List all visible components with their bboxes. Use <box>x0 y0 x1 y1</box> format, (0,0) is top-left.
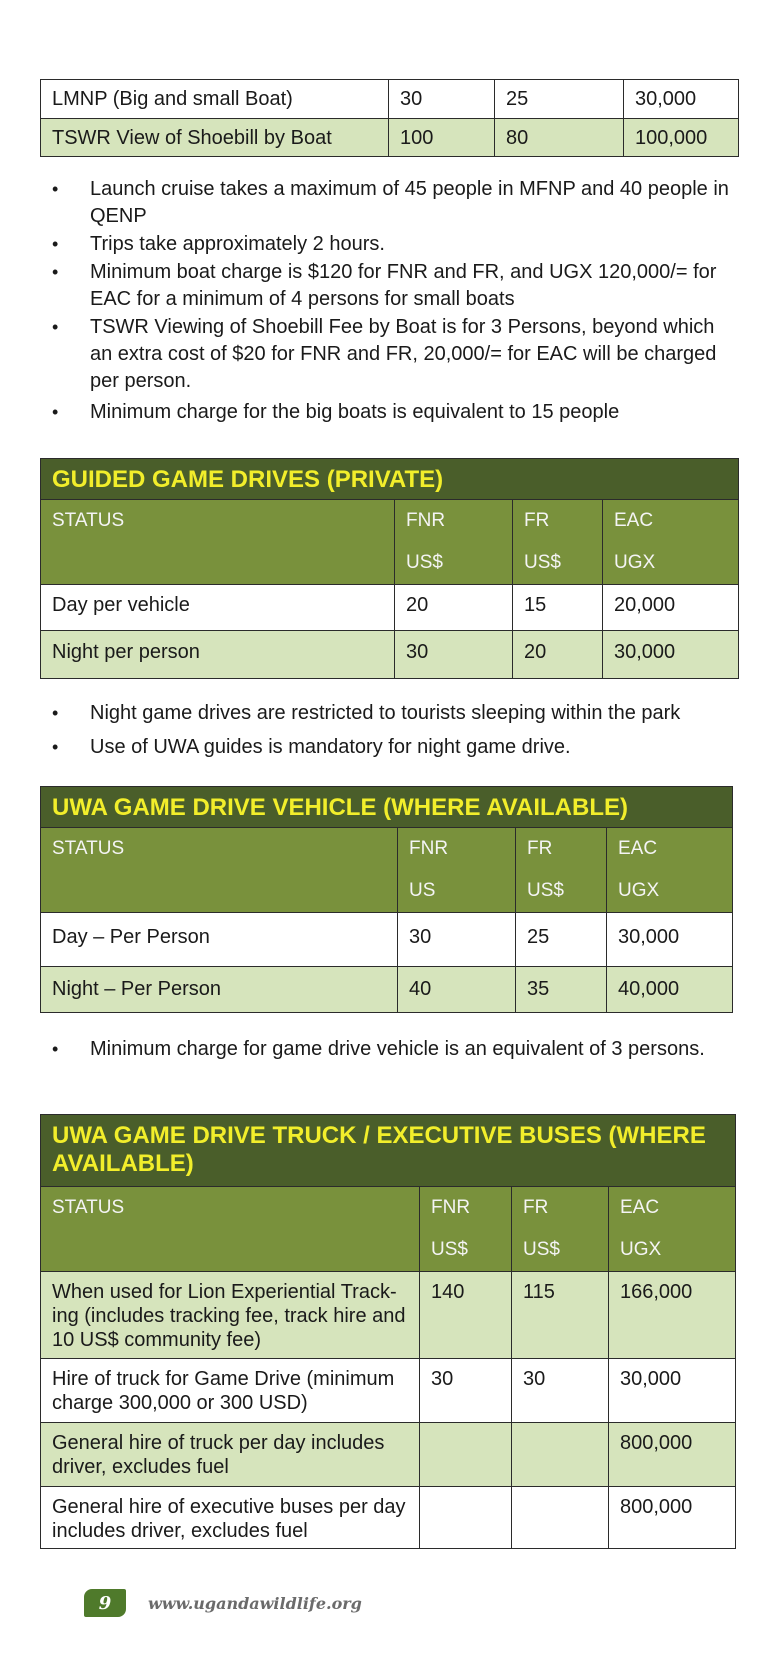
eac-value: 800,000 <box>609 1487 736 1549</box>
table-row <box>41 1423 736 1487</box>
eac-label: EAC <box>618 838 658 859</box>
eac-value: 100,000 <box>624 119 739 157</box>
table-row <box>41 967 733 1013</box>
game-drive-truck-table <box>40 1114 736 1549</box>
guided-game-drives-table <box>40 458 739 679</box>
fnr-label: FNR <box>431 1197 471 1218</box>
fr-unit: US$ <box>523 1239 560 1260</box>
row-label: Night – Per Person <box>41 967 398 1013</box>
table-row <box>41 1359 736 1423</box>
table-header-row <box>41 828 733 913</box>
fnr-header <box>395 500 513 585</box>
table-title-row <box>41 1115 736 1187</box>
fnr-value <box>420 1423 512 1487</box>
eac-label: EAC <box>614 510 654 531</box>
fnr-unit: US$ <box>431 1239 468 1260</box>
fnr-unit: US <box>409 880 436 901</box>
fr-value: 20 <box>513 631 603 679</box>
fr-value <box>512 1423 609 1487</box>
boat-fees-table <box>40 79 739 157</box>
eac-unit: UGX <box>618 880 660 901</box>
eac-value: 30,000 <box>603 631 739 679</box>
page-footer <box>84 1589 362 1617</box>
list-item: • Launch cruise takes a maximum of 45 people in MFNP and 40 people in QENP <box>40 176 740 230</box>
fr-value: 30 <box>512 1359 609 1423</box>
row-label: Night per person <box>41 631 395 679</box>
row-label: Day – Per Person <box>41 913 398 967</box>
eac-header <box>609 1187 736 1272</box>
fr-unit: US$ <box>527 880 564 901</box>
eac-value: 20,000 <box>603 585 739 631</box>
row-label: Day per vehicle <box>41 585 395 631</box>
table-row <box>41 585 739 631</box>
fnr-header <box>420 1187 512 1272</box>
fr-label: FR <box>523 1197 549 1218</box>
fr-header <box>516 828 607 913</box>
row-label: General hire of truck per day includes driver, excludes fuel <box>41 1423 420 1487</box>
eac-header <box>607 828 733 913</box>
eac-value: 166,000 <box>609 1272 736 1359</box>
fr-value: 115 <box>512 1272 609 1359</box>
table-title: GUIDED GAME DRIVES (PRIVATE) <box>41 459 739 500</box>
fr-value <box>512 1487 609 1549</box>
fr-label: FR <box>524 510 550 531</box>
row-label: Hire of truck for Game Drive (minimum charge 300,000 or 300 USD) <box>41 1359 420 1423</box>
vehicle-notes-list <box>40 1036 740 1064</box>
fnr-value: 40 <box>398 967 516 1013</box>
table-title-row <box>41 459 739 500</box>
table-row <box>41 913 733 967</box>
list-item: • Minimum boat charge is $120 for FNR and FR, and UGX 120,000/= for EAC for a minimum of 4 persons for small boats <box>40 259 740 313</box>
fnr-value: 100 <box>389 119 495 157</box>
eac-unit: UGX <box>620 1239 662 1260</box>
website-link[interactable]: www.ugandawildlife.org <box>148 1593 362 1613</box>
table-row <box>41 1272 736 1359</box>
fr-value: 80 <box>495 119 624 157</box>
eac-unit: UGX <box>614 552 656 573</box>
table-row <box>41 1487 736 1549</box>
fnr-value: 30 <box>395 631 513 679</box>
fnr-value: 30 <box>398 913 516 967</box>
eac-value: 40,000 <box>607 967 733 1013</box>
row-label: General hire of executive buses per day includes driver, excludes fuel <box>41 1487 420 1549</box>
table-title: UWA GAME DRIVE VEHICLE (WHERE AVAILABLE) <box>41 787 733 828</box>
eac-header <box>603 500 739 585</box>
row-label: TSWR View of Shoebill by Boat <box>41 119 389 157</box>
fnr-value: 30 <box>420 1359 512 1423</box>
fnr-value: 30 <box>389 80 495 119</box>
table-title: UWA GAME DRIVE TRUCK / EXECUTIVE BUSES (WHERE AVAILABLE) <box>41 1115 736 1187</box>
fnr-value: 140 <box>420 1272 512 1359</box>
table-header-row <box>41 500 739 585</box>
fr-header <box>513 500 603 585</box>
eac-value: 30,000 <box>607 913 733 967</box>
table-row <box>41 119 739 157</box>
page-number: 9 <box>84 1589 126 1617</box>
row-label: When used for Lion Experiential Track-ing (includes tracking fee, track hire and 10 US$ community fee) <box>41 1272 420 1359</box>
row-label: LMNP (Big and small Boat) <box>41 80 389 119</box>
fnr-header <box>398 828 516 913</box>
table-row <box>41 631 739 679</box>
table-header-row <box>41 1187 736 1272</box>
list-item: • Minimum charge for game drive vehicle is an equivalent of 3 persons. <box>40 1036 740 1063</box>
fr-value: 15 <box>513 585 603 631</box>
fr-header <box>512 1187 609 1272</box>
fnr-value <box>420 1487 512 1549</box>
list-item: • Minimum charge for the big boats is equivalent to 15 people <box>40 399 740 426</box>
status-header: STATUS <box>41 828 398 913</box>
fnr-unit: US$ <box>406 552 443 573</box>
list-item: • Use of UWA guides is mandatory for night game drive. <box>40 731 740 764</box>
fnr-label: FNR <box>406 510 446 531</box>
game-drive-vehicle-table <box>40 786 733 1013</box>
list-item: • Night game drives are restricted to tourists sleeping within the park <box>40 697 740 730</box>
fr-value: 25 <box>495 80 624 119</box>
eac-value: 800,000 <box>609 1423 736 1487</box>
fr-value: 25 <box>516 913 607 967</box>
fnr-label: FNR <box>409 838 449 859</box>
list-item: • Trips take approximately 2 hours. <box>40 231 740 258</box>
eac-value: 30,000 <box>609 1359 736 1423</box>
table-row <box>41 80 739 119</box>
status-header: STATUS <box>41 500 395 585</box>
eac-label: EAC <box>620 1197 660 1218</box>
status-header: STATUS <box>41 1187 420 1272</box>
eac-value: 30,000 <box>624 80 739 119</box>
fr-label: FR <box>527 838 553 859</box>
guided-notes-list <box>40 697 740 765</box>
table-title-row <box>41 787 733 828</box>
list-item: • TSWR Viewing of Shoebill Fee by Boat is for 3 Persons, beyond which an extra cost of $20 for FNR and FR, 20,000/= for EAC will be charged per person. <box>40 314 740 395</box>
boat-notes-list <box>40 176 740 427</box>
fnr-value: 20 <box>395 585 513 631</box>
fr-unit: US$ <box>524 552 561 573</box>
fr-value: 35 <box>516 967 607 1013</box>
